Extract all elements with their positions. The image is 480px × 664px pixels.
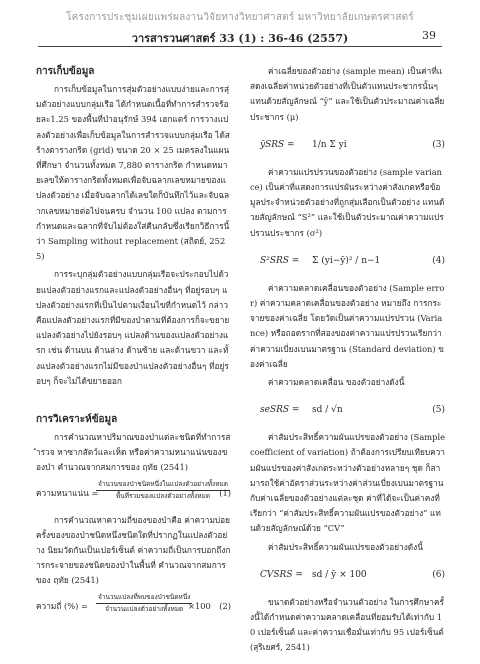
equation-number: (3)	[432, 139, 445, 150]
section-title-data-analysis: การวิเคราะห์ข้อมูล	[36, 414, 118, 426]
equation-number: (5)	[432, 405, 445, 416]
paragraph: ค่าความคลาดเคลื่อนของตัวอย่าง (Sample error) ค่าความคลาดเคลื่อนของตัวอย่าง หมายถึง การกระจายของค่าเฉลี่ย โดยวัดเป็นค่าความแปรปรวน (Variance) หรือถอดรากที่สองของค่าความแปรปรวนเรียกว่าค่าความเบี่ยงเบนมาตรฐาน (Standard deviation) ของค่าเฉลี่ย	[250, 282, 445, 369]
numerator: จำนวนของป่าชนิดหนึ่งในแปลงตัวอย่างทั้งหมด	[96, 479, 230, 491]
equation-6	[250, 559, 445, 589]
left-column	[36, 64, 231, 626]
formula-label: ความหนาแน่น =	[36, 487, 99, 498]
equation-5	[250, 394, 445, 424]
header-rule	[38, 46, 442, 47]
equation-lhs: ȳSRS =	[260, 139, 295, 150]
numerator: จำนวนแปลงที่พบของป่าชนิดหนึ่ง	[96, 592, 192, 604]
equation-number: (1)	[219, 487, 231, 498]
equation-lhs: S²SRS =	[260, 255, 300, 266]
running-header: โครงการประชุมเผยแพร่ผลงานวิจัยทางวิทยาศาสตร์ มหาวิทยาลัยเกษตรศาสตร์	[66, 12, 414, 23]
journal-citation: วารสารวนศาสตร์ 33 (1) : 36-46 (2557)	[131, 32, 349, 45]
equation-rhs: Σ (yi−ȳ)² / n−1	[312, 255, 381, 266]
denominator: จำนวนแปลงตัวอย่างทั้งหมด	[105, 604, 184, 613]
equation-rhs: sd / ȳ × 100	[312, 569, 367, 580]
formula-fraction	[96, 479, 230, 502]
denominator: พื้นที่รวมของแปลงตัวอย่างทั้งหมด	[115, 491, 211, 500]
equation-number: (2)	[219, 600, 231, 611]
formula-density	[36, 479, 231, 507]
formula-frequency	[36, 592, 231, 620]
page-number: 39	[422, 29, 436, 42]
right-column	[250, 64, 445, 659]
equation-lhs: seSRS =	[260, 405, 300, 416]
paragraph: ค่าสัมประสิทธิ์ความผันแปรของตัวอย่าง (Sample coefficient of variation) ถ้าต้องการเปรียบเทียบความผันแปรของค่าสังเกตระหว่างตัวอย่างหลายๆ ชุด ก็สามารถใช้ค่าอัตราส่วนระหว่างค่าส่วนเบี่ยงเบนมาตรฐานกับค่าเฉลี่ยของตัวอย่างแต่ละชุด ค่าที่ได้จะเป็นค่าคงที่ เรียกว่า “ค่าสัมประสิทธิ์ความผันแปรของตัวอย่าง” แทนด้วยสัญลักษณ์ด้วย “CV”	[250, 432, 446, 534]
paragraph: ค่าความคลาดเคลื่อน ของตัวอย่างดังนี้	[268, 377, 405, 388]
paragraph: ค่าสัมประสิทธิ์ความผันแปรของตัวอย่างดังนี้	[268, 541, 423, 552]
paragraph: การเก็บข้อมูลในการสุ่มตัวอย่างแบบง่ายและการสุ่มตัวอย่างแบบกลุ่มเรือ ได้กำหนดเนื้อที่ทำการสำรวจร้อยละ1.25 ของพื้นที่ป่าอนุรักษ์ 394 เฮกแตร์ การวางแปลงตัวอย่างเพื่อเก็บข้อมูลในการสำรวจแบบกลุ่มเรือ ได้สร้างตารางกริด (grid) ขนาด 20 × 25 เมตรลงในแผนที่ศึกษา จำนวนทั้งหมด 7,880 ตารางกริด กำหนดหมายเลขให้ตารางกริดทั้งหมดเพื่อจับฉลากเลขหมายของแปลงตัวอย่าง เมื่อจับฉลากได้เลขใดก็บันทึกไว้และจับฉลากเลขหมายต่อไปจนครบ จำนวน 100 แปลง ตามการกำหนดและฉลากที่จับไม่ต้องใส่คืนกลับซึ่งเรียกวิธีการนี้ว่า Sampling without replacement (สถิตย์, 2525)	[36, 84, 230, 262]
paragraph: การคำนวณหาความถี่ของของป่าคือ ค่าความบ่อยครั้งของของป่าชนิดหนึ่งชนิดใดที่ปรากฏในแปลงตัวอย่าง นิยมวัดกันเป็นเปอร์เซ็นต์ ค่าความถี่เป็นการบอกถึงการกระจายของชนิดของป่าในพื้นที่ คำนวณจากสมการของ ฤทัย (2541)	[36, 514, 231, 586]
equation-number: (4)	[432, 255, 445, 266]
multiplier: ×100	[188, 600, 211, 611]
paragraph: การระบุกลุ่มตัวอย่างแบบกลุ่มเรือจะประกอบไปด้วยแปลงตัวอย่างแรกและแปลงตัวอย่างอื่นๆ ที่อยู่รอบๆ แปลงตัวอย่างแรกที่เป็นไปตามเงื่อนไขที่กำหนดไว้ กล่าวคือแปลงตัวอย่างแรกที่มีของป่าตามที่ต้องการก็จะขยายแปลงตัวอย่างไปยังรอบๆ แปลงด้านของแปลงตัวอย่างแรก เช่น ด้านบน ด้านล่าง ด้านซ้าย และด้านขวา และทั้งแปลงตัวอย่างแรกไม่มีของป่าแปลงตัวอย่างอื่นๆ ที่อยู่รอบๆ ก็จะไม่ได้ขยายออก	[36, 269, 230, 386]
paragraph: การคำนวณหาปริมาณของป่าแต่ละชนิดที่ทำการสำรวจ หาซากสัตว์และเห็ด หรือค่าความหนาแน่นของของป่า คำนวณจากสมการของ ฤทัย (2541)	[36, 432, 231, 473]
equation-4	[250, 245, 445, 275]
section-title-data-collection: การเก็บข้อมูล	[36, 66, 95, 77]
paragraph: ค่าเฉลี่ยของตัวอย่าง (sample mean) เป็นค่าที่แสดงเฉลี่ยค่าหน่วยตัวอย่างที่เป็นตัวแทนประชากรนั้นๆ แทนด้วยสัญลักษณ์ “ȳ” และใช้เป็นตัวประมาณค่าเฉลี่ยประชากร (μ)	[250, 66, 445, 122]
equation-lhs: CVSRS =	[260, 569, 303, 580]
equation-rhs: 1/n Σ yi	[312, 139, 347, 150]
formula-label: ความถี่ (%) =	[36, 600, 88, 611]
equation-number: (6)	[432, 569, 445, 580]
equation-3	[250, 129, 445, 159]
paragraph: ขนาดตัวอย่างหรือจำนวนตัวอย่าง ในการศึกษาครั้งนี้ได้กำหนดค่าความคลาดเคลื่อนที่ยอมรับได้เท่ากับ 10 เปอร์เซ็นต์ และค่าความเชื่อมั่นเท่ากับ 95 เปอร์เซ็นต์ (สุริเยศร์, 2541)	[250, 596, 444, 653]
paragraph: ค่าความแปรปรวนของตัวอย่าง (sample variance) เป็นค่าที่แสดงการแปรผันระหว่างค่าสังเกตหรือข้อมูลประจำหน่วยตัวอย่างที่ถูกสุ่มเลือกเป็นตัวอย่าง แทนด้วยสัญลักษณ์ “S²” และใช้เป็นตัวประมาณค่าความแปรปรวนประชากร (σ²)	[250, 166, 445, 238]
formula-fraction	[96, 592, 192, 615]
equation-rhs: sd / √n	[312, 405, 343, 416]
